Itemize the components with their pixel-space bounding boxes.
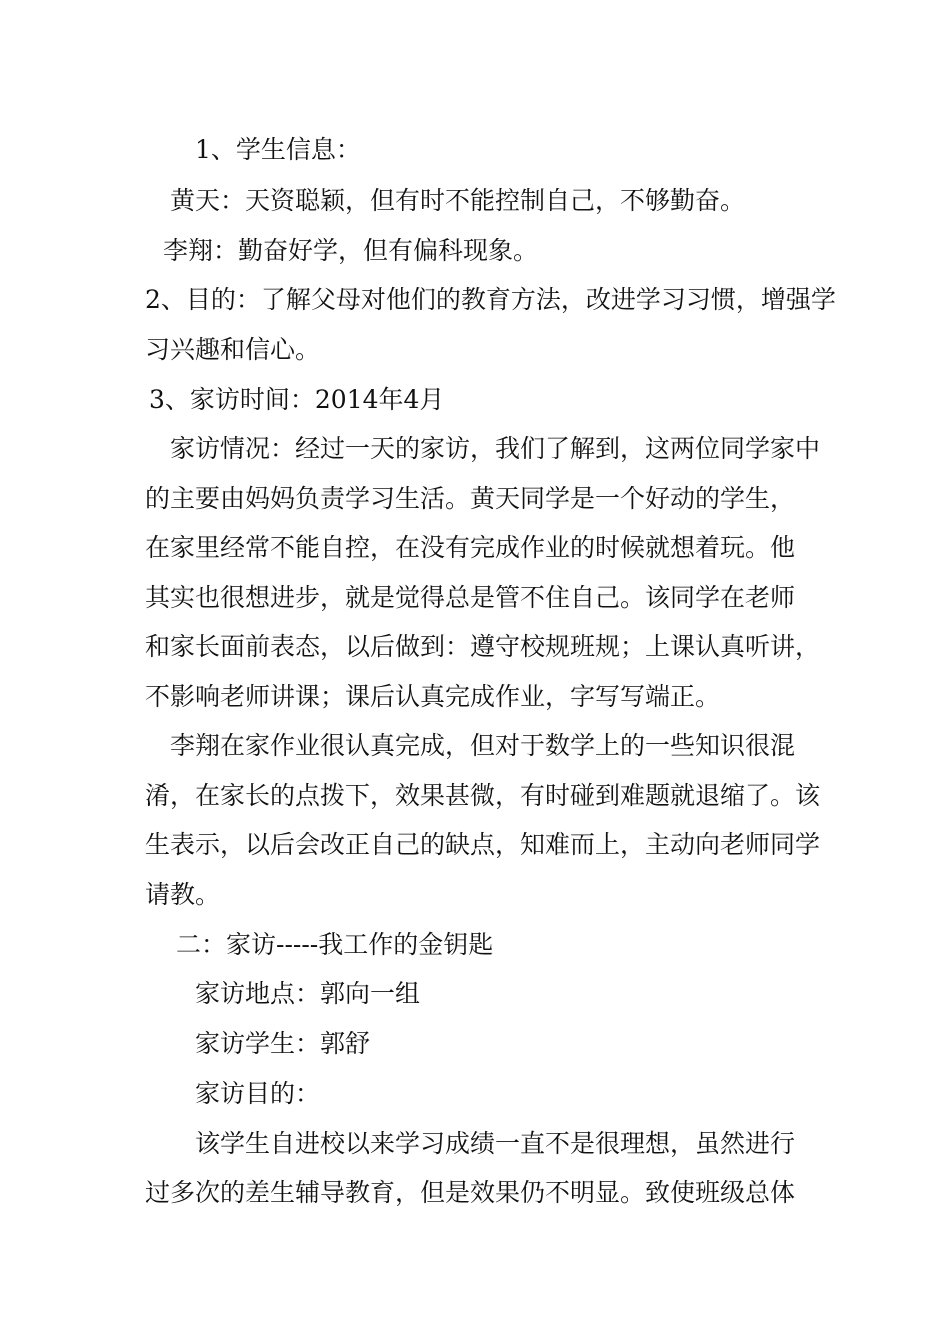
lixiang-paragraph-line-1: 李翔在家作业很认真完成，但对于数学上的一些知识很混 [170, 731, 796, 760]
lixiang-paragraph-line-3: 生表示，以后会改正自己的缺点，知难而上，主动向老师同学 [145, 830, 821, 859]
visit-situation-line-6: 不影响老师讲课；课后认真完成作业，字写写端正。 [145, 682, 721, 711]
purpose-paragraph-line-2: 过多次的差生辅导教育，但是效果仍不明显。致使班级总体 [145, 1178, 796, 1207]
lixiang-paragraph-line-2: 淆，在家长的点拨下，效果甚微，有时碰到难题就退缩了。该 [145, 781, 821, 810]
purpose-text-1: 2、目的：了解父母对他们的教育方法，改进学习习惯，增强学 [145, 285, 836, 314]
section-heading-two: 二：家访-----我工作的金钥匙 [176, 930, 494, 959]
purpose-line-1 [145, 283, 836, 317]
visit-situation-line-3: 在家里经常不能自控，在没有完成作业的时候就想着玩。他 [145, 533, 796, 562]
purpose-paragraph-line-1: 该学生自进校以来学习成绩一直不是很理想，虽然进行 [195, 1129, 796, 1158]
student-info-lixiang: 李翔：勤奋好学，但有偏科现象。 [163, 236, 539, 265]
visit-situation-line-4: 其实也很想进步，就是觉得总是管不住自己。该同学在老师 [145, 583, 796, 612]
visit-situation-line-1: 家访情况：经过一天的家访，我们了解到，这两位同学家中 [170, 434, 821, 463]
visit-time: 3、家访时间：2014年4月 [149, 385, 445, 414]
student-info-huangtian: 黄天：天资聪颖，但有时不能控制自己，不够勤奋。 [170, 186, 746, 215]
section-heading-student-info: 1、学生信息： [195, 135, 361, 164]
visit-situation-line-2: 的主要由妈妈负责学习生活。黄天同学是一个好动的学生， [145, 484, 796, 513]
visit-purpose-label: 家访目的： [195, 1079, 321, 1108]
visit-situation-line-5: 和家长面前表态，以后做到：遵守校规班规；上课认真听讲， [145, 632, 821, 661]
visit-student: 家访学生：郭舒 [195, 1029, 371, 1058]
purpose-line-2: 习兴趣和信心。 [145, 335, 321, 364]
lixiang-paragraph-line-4: 请教。 [145, 880, 221, 909]
visit-location: 家访地点：郭向一组 [195, 979, 421, 1008]
